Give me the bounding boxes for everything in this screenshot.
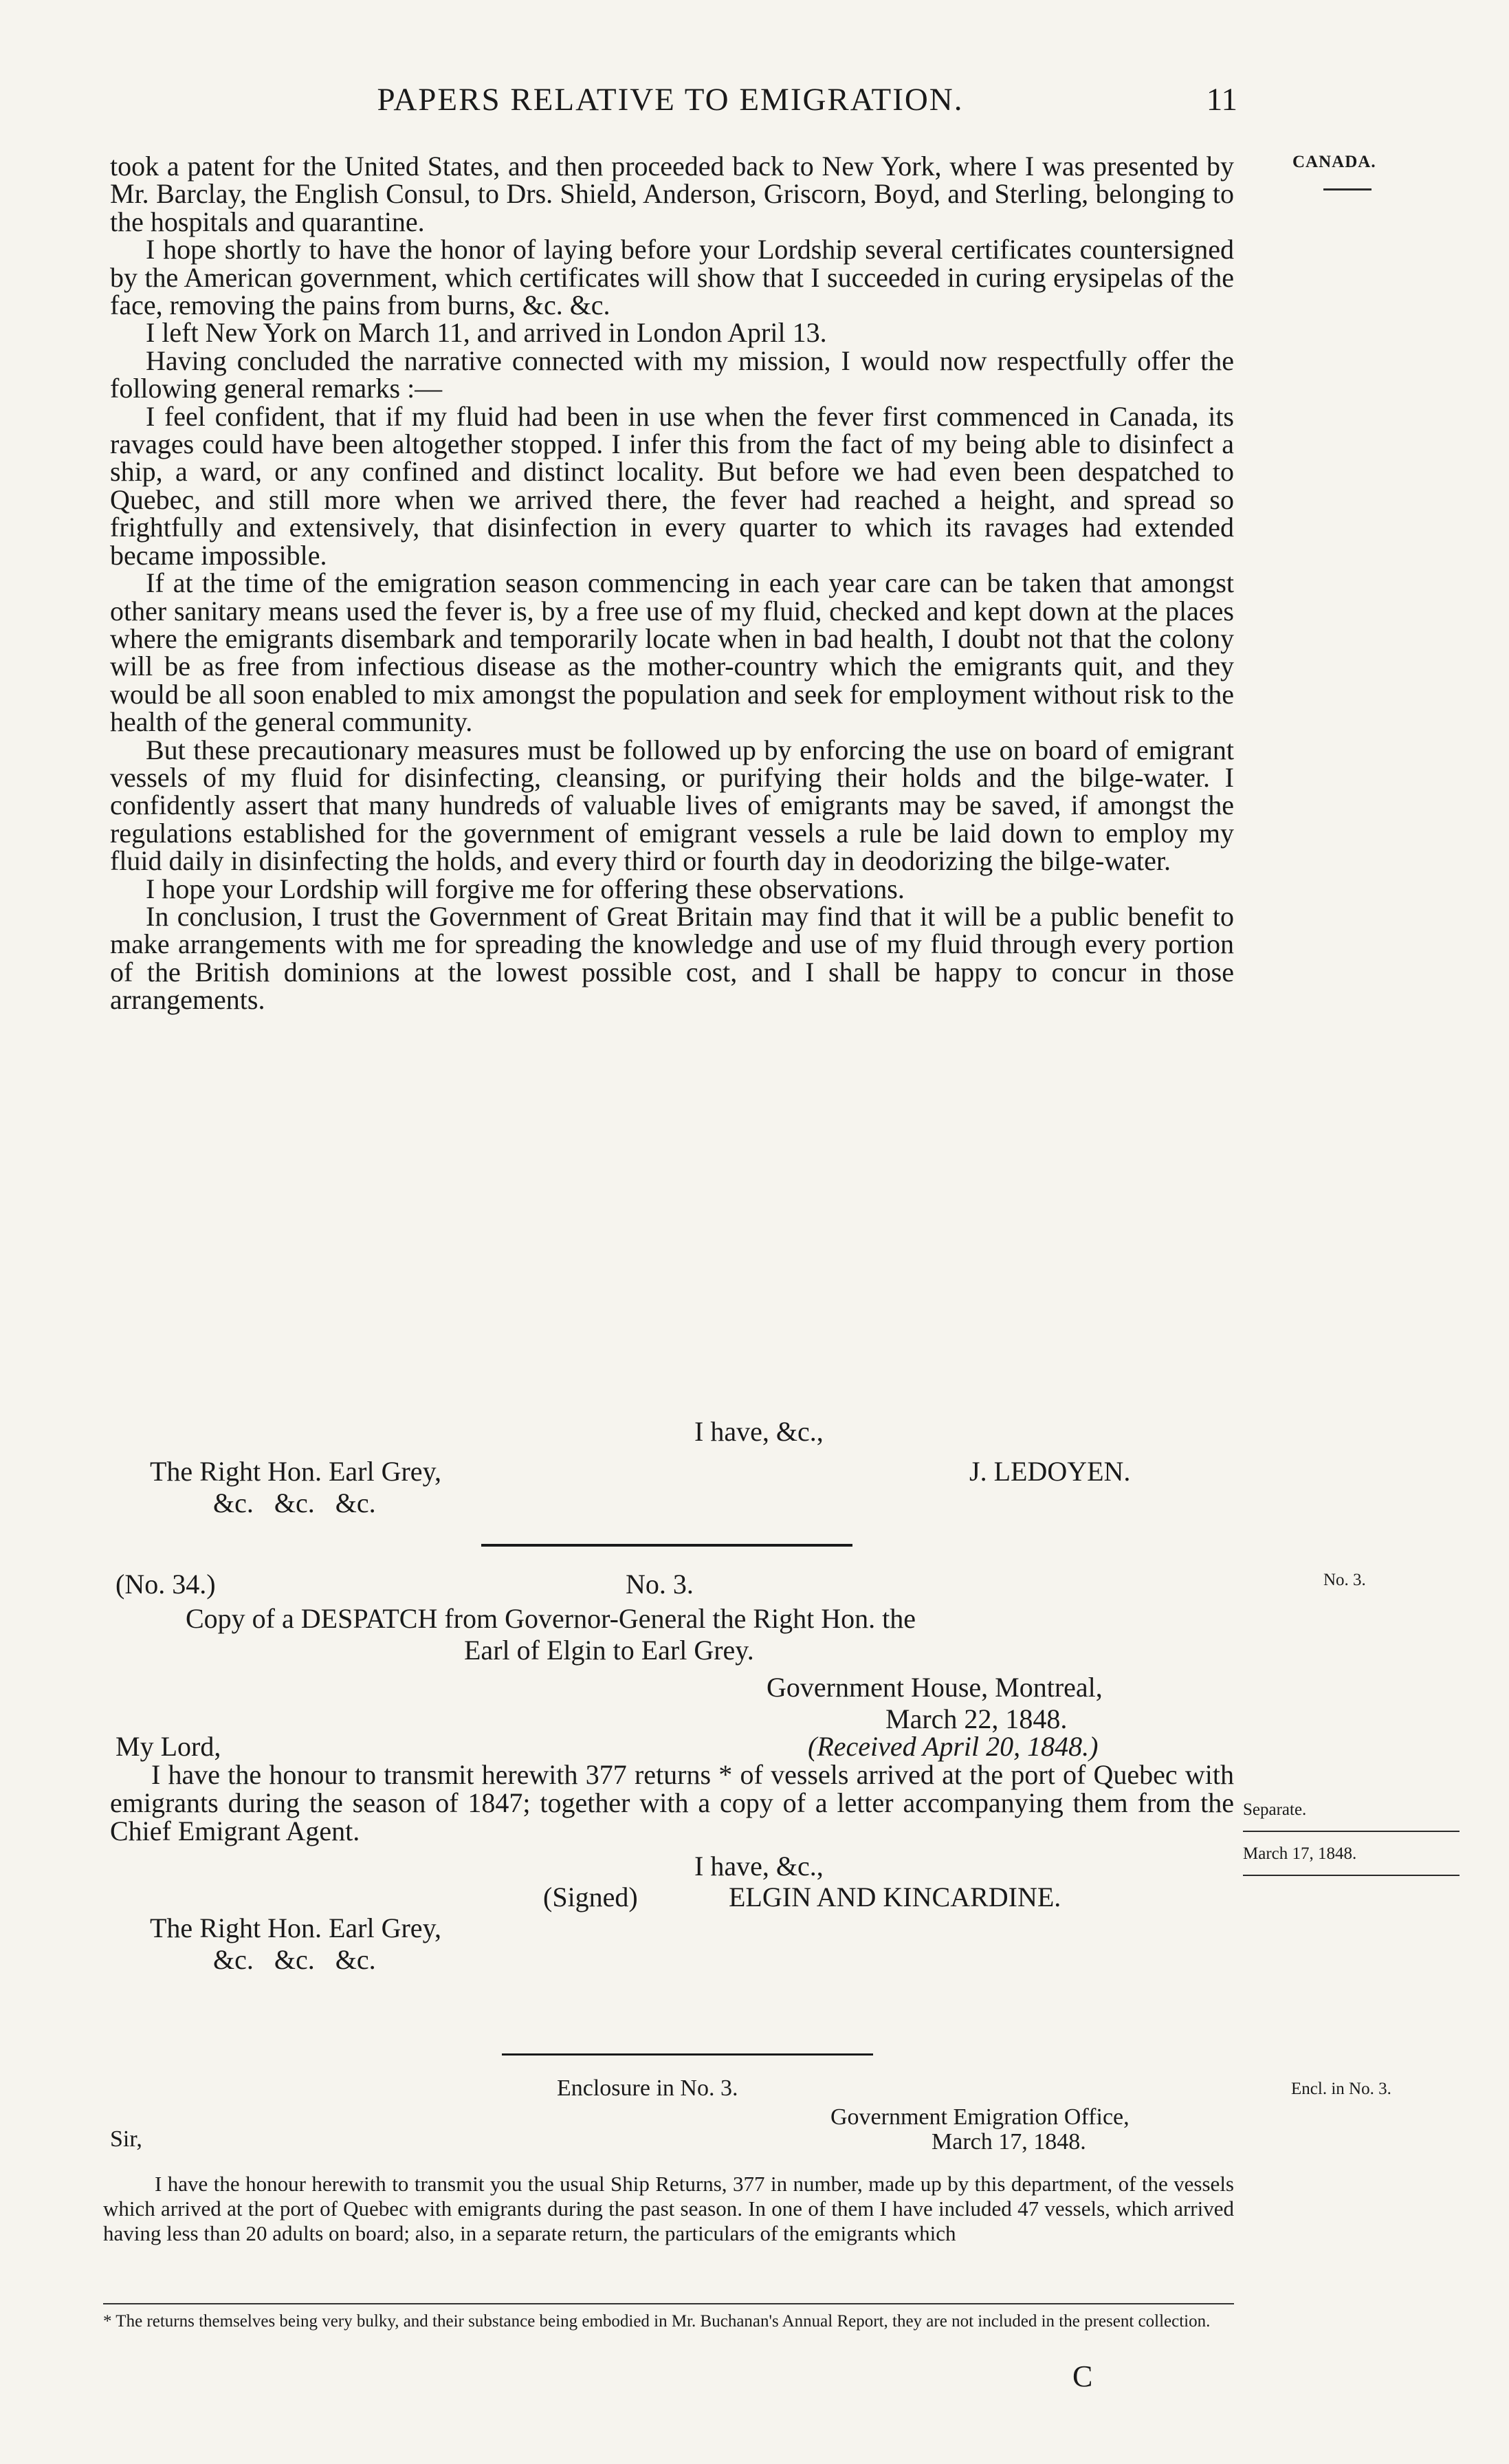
- letter-body: [110, 153, 1234, 1014]
- despatch-ref: (No. 34.): [115, 1569, 216, 1600]
- despatch-number: No. 3.: [626, 1569, 694, 1600]
- enclosure-heading: Enclosure in No. 3.: [557, 2075, 738, 2101]
- page-header: [103, 81, 1237, 129]
- paragraph: I left New York on March 11, and arrived in London April 13.: [146, 317, 827, 349]
- despatch: [110, 1568, 1234, 1981]
- closing: I have, &c.,: [694, 1851, 824, 1882]
- footnote: * The returns themselves being very bulky, and their substance being embodied in Mr. Buchanan's Annual Report, they are not included in the present collection.: [103, 2312, 1211, 2331]
- enclosure-body: [103, 2172, 1234, 2246]
- section-rule: [502, 2053, 873, 2056]
- footnote-rule: [103, 2303, 1234, 2304]
- paragraph: Having concluded the narrative connected with my mission, I would now respectfully offer the following general remarks :—: [110, 345, 1234, 404]
- paragraph: If at the time of the emigration season commencing in each year care can be taken that amongst other sanitary means used the fever is, by a free use of my fluid, checked and kept down at the places where the emigrants disembark and temporarily locate when in bad health, I doubt not that the colony will be as free from infectious disease as the mother-country which the emigrants quit, and they would be all soon enabled to mix amongst the population and seek for employment without risk to the health of the general community.: [110, 567, 1234, 738]
- despatch-body: I have the honour to transmit herewith 377 returns * of vessels arrived at the port of Quebec with emigrants during the season of 1847; together with a copy of a letter accompanying them from the Chief Emigrant Agent.: [110, 1759, 1234, 1846]
- paragraph: I feel confident, that if my fluid had been in use when the fever first commenced in Canada, its ravages could have been altogether stopped. I infer this from the fact of my being able to disinfect a ship, a ward, or any confined and distinct locality. But before we had even been despatched to Quebec, and still more when we arrived there, the fever had reached a height, and spread so frightfully and extensively, that disinfection in every quarter to which its ravages had extended became impossible.: [110, 400, 1234, 571]
- despatch-title-line1: Copy of a DESPATCH from Governor-General the Right Hon. the: [186, 1603, 916, 1634]
- paragraph: took a patent for the United States, and then proceeded back to New York, where I was presented by Mr. Barclay, the English Consul, to Drs. Shield, Anderson, Griscorn, Boyd, and Sterling, belonging to the hospitals and quarantine.: [110, 151, 1234, 237]
- etc-line: &c. &c. &c.: [213, 1944, 376, 1975]
- running-title: PAPERS RELATIVE TO EMIGRATION.: [377, 82, 964, 118]
- margin-note-separate: Separate.: [1243, 1800, 1307, 1819]
- addressee: The Right Hon. Earl Grey,: [150, 1912, 441, 1943]
- margin-note-no3: No. 3.: [1323, 1571, 1366, 1589]
- despatch-place: Government House, Montreal,: [767, 1672, 1103, 1703]
- section-rule: [481, 1544, 852, 1547]
- enclosure-salutation: Sir,: [110, 2126, 142, 2152]
- margin-rule: [1323, 188, 1372, 190]
- page-number: 11: [1206, 82, 1237, 118]
- paragraph: I have the honour herewith to transmit you the usual Ship Returns, 377 in number, made up by this department, of the vessels which arrived at the port of Quebec with emigrants during the past season. In one of them I have included 47 vessels, which arrived having less than 20 adults on board; also, in a separate return, the particulars of the emigrants which: [103, 2172, 1234, 2245]
- received-date: (Received April 20, 1848.): [808, 1731, 1099, 1762]
- despatch-date: March 22, 1848.: [885, 1703, 1068, 1734]
- addressee: The Right Hon. Earl Grey,: [150, 1456, 441, 1487]
- paragraph: I hope shortly to have the honor of laying before your Lordship several certificates countersigned by the American government, which certificates will show that I succeeded in curing erysipelas of the face, removing the pains from burns, &c. &c.: [110, 234, 1234, 321]
- margin-rule: [1243, 1875, 1460, 1876]
- signature: ELGIN AND KINCARDINE.: [729, 1882, 1061, 1912]
- margin-note-enclosure: Encl. in No. 3.: [1291, 2080, 1391, 2098]
- etc-line: &c. &c. &c.: [213, 1487, 376, 1518]
- margin-note-date: March 17, 1848.: [1243, 1844, 1357, 1863]
- margin-rule: [1243, 1831, 1460, 1832]
- paragraph: I hope your Lordship will forgive me for offering these observations.: [146, 873, 905, 904]
- enclosure-header: [110, 2075, 1234, 2158]
- despatch-title-line2: Earl of Elgin to Earl Grey.: [464, 1635, 754, 1666]
- salutation: My Lord,: [115, 1731, 221, 1762]
- enclosure-date: March 17, 1848.: [932, 2129, 1086, 2155]
- signature: J. LEDOYEN.: [969, 1456, 1131, 1487]
- paragraph: In conclusion, I trust the Government of Great Britain may find that it will be a public benefit to make arrangements with me for spreading the knowledge and use of my fluid through every portion of the British dominions at the lowest possible cost, and I shall be happy to concur in those arrangements.: [110, 900, 1234, 1016]
- signature-mark: C: [1072, 2359, 1093, 2393]
- paragraph: But these precautionary measures must be followed up by enforcing the use on board of emigrant vessels of my fluid for disinfecting, cleansing, or purifying their holds and the bilge-water. I confidently assert that many hundreds of valuable lives of emigrants may be saved, if amongst the regulations established for the government of emigrant vessels a rule be laid down to employ my fluid daily in disinfecting the holds, and every third or fourth day in deodorizing the bilge-water.: [110, 734, 1234, 877]
- signed-label: (Signed): [543, 1882, 638, 1912]
- margin-note-canada: CANADA.: [1292, 153, 1376, 171]
- enclosure-office: Government Emigration Office,: [830, 2104, 1130, 2130]
- letter-signature-block: [110, 1415, 1234, 1539]
- closing: I have, &c.,: [694, 1416, 824, 1447]
